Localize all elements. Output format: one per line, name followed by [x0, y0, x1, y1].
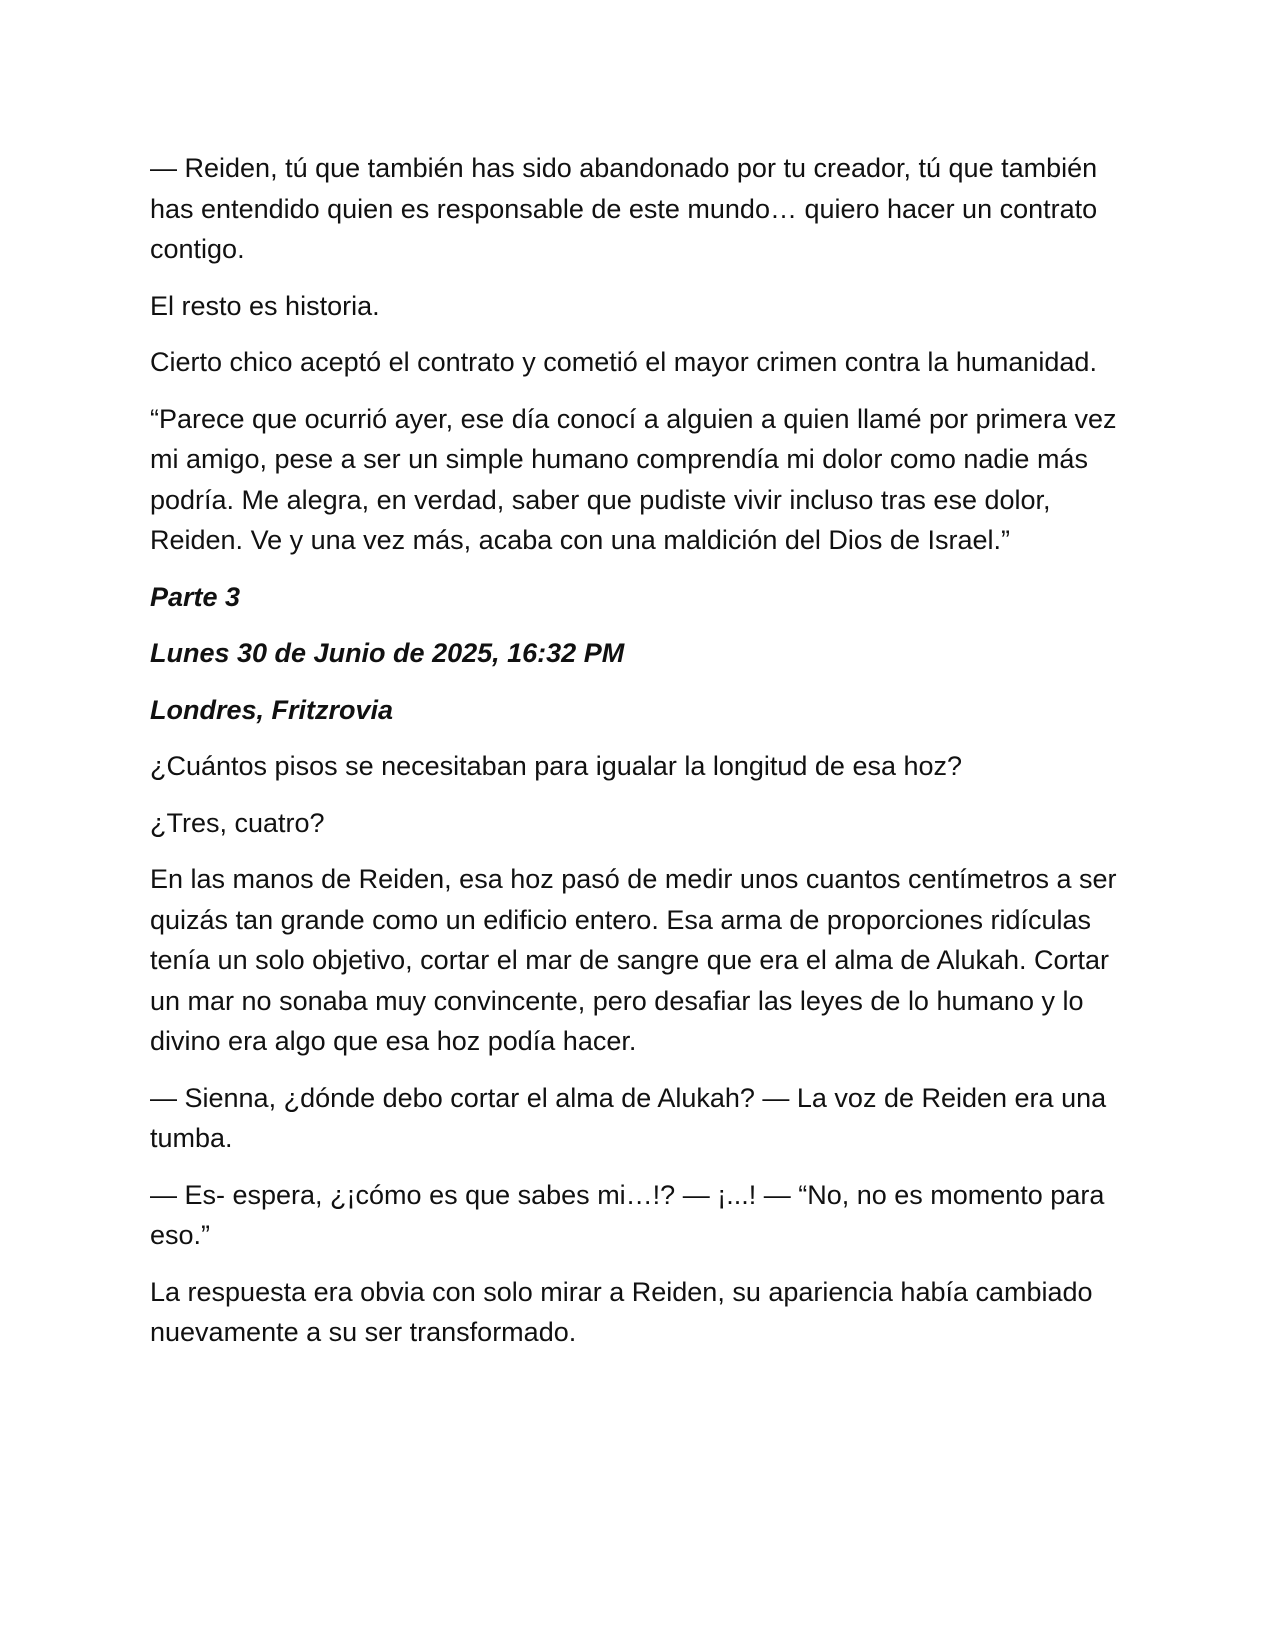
- date-heading: Lunes 30 de Junio de 2025, 16:32 PM: [150, 638, 625, 668]
- paragraph: — Es- espera, ¿¡cómo es que sabes mi…!? — ¡...! — “No, no es momento para eso.”: [150, 1179, 1105, 1250]
- paragraph: Cierto chico aceptó el contrato y cometió el mayor crimen contra la humanidad.: [150, 347, 1097, 377]
- document-page: [150, 148, 1125, 1369]
- location-heading: Londres, Fritzrovia: [150, 694, 394, 725]
- paragraph: La respuesta era obvia con solo mirar a Reiden, su apariencia había cambiado nuevamente a su ser transformado.: [150, 1276, 1093, 1347]
- section-heading: Parte 3: [150, 581, 241, 612]
- paragraph: ¿Cuántos pisos se necesitaban para igualar la longitud de esa hoz?: [150, 751, 963, 781]
- paragraph: El resto es historia.: [150, 290, 380, 321]
- paragraph: “Parece que ocurrió ayer, ese día conocí a alguien a quien llamé por primera vez mi amigo, pese a ser un simple humano comprendía mi dolor como nadie más podría. Me alegra, en verdad, saber que pudiste vivir incluso tras ese dolor, Reiden. Ve y una vez más, acaba con una maldición del Dios de Israel.”: [150, 403, 1117, 555]
- paragraph: En las manos de Reiden, esa hoz pasó de medir unos cuantos centímetros a ser quizás tan grande como un edificio entero. Esa arma de proporciones ridículas tenía un solo objetivo, cortar el mar de sangre que era el alma de Alukah. Cortar un mar no sonaba muy convincente, pero desafiar las leyes de lo humano y lo divino era algo que esa hoz podía hacer.: [150, 864, 1117, 1056]
- paragraph: — Sienna, ¿dónde debo cortar el alma de Alukah? — La voz de Reiden era una tumba.: [150, 1082, 1107, 1153]
- paragraph: ¿Tres, cuatro?: [150, 807, 325, 838]
- paragraph: — Reiden, tú que también has sido abandonado por tu creador, tú que también has entendido quien es responsable de este mundo… quiero hacer un contrato contigo.: [150, 153, 1098, 264]
